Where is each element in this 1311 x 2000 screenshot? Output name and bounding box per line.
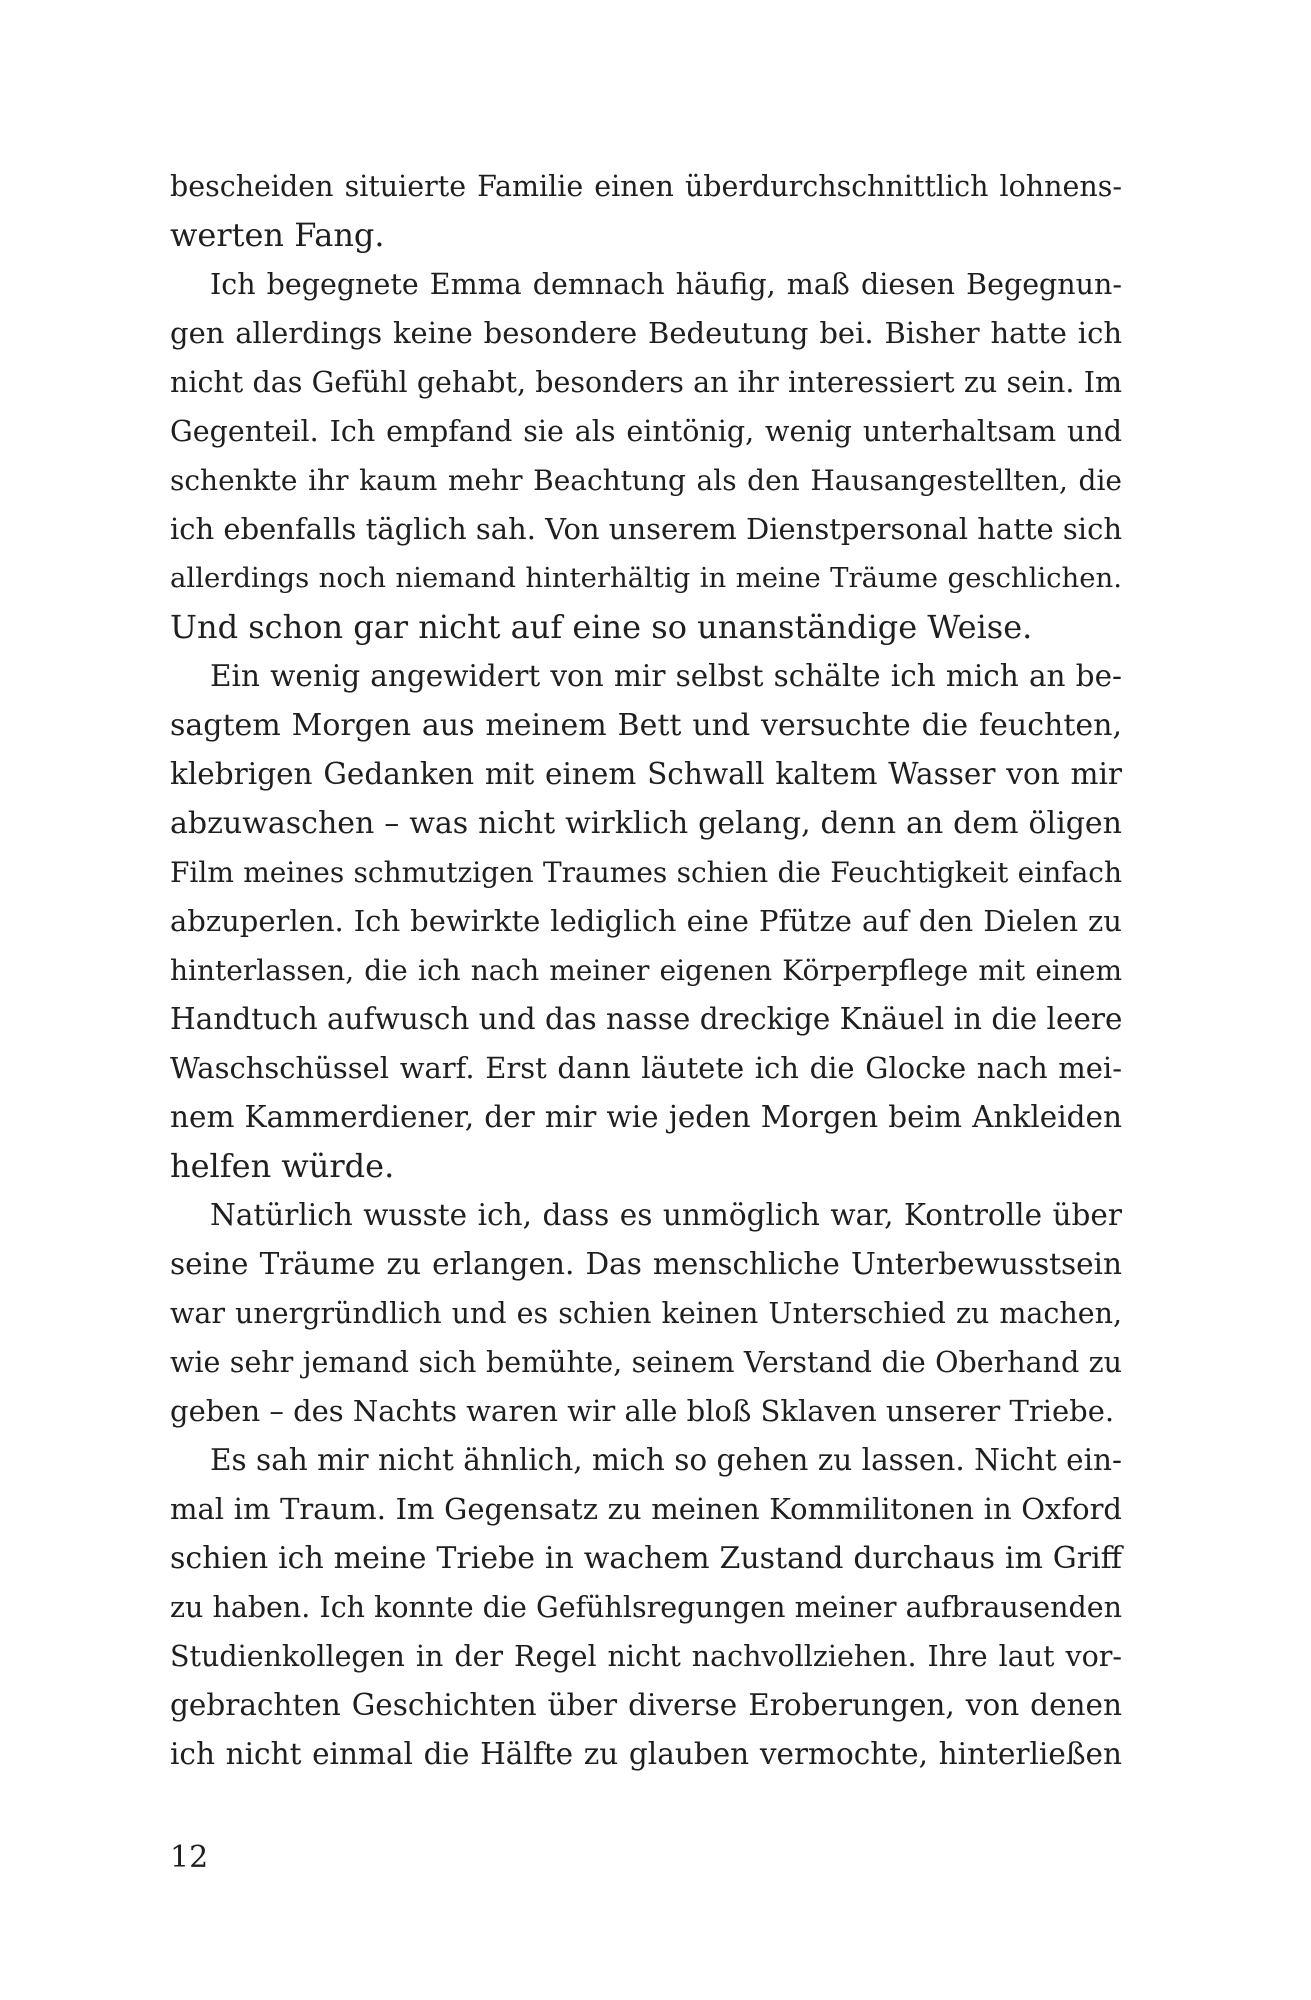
text-line: Handtuch aufwusch und das nasse dreckige Knäuel in die leere bbox=[170, 1002, 1123, 1036]
text-line: Studienkollegen in der Regel nicht nachvollziehen. Ihre laut vor- bbox=[170, 1640, 1122, 1673]
text-line: nicht das Gefühl gehabt, besonders an ihr interessiert zu sein. Im bbox=[170, 366, 1122, 399]
text-line: gebrachten Geschichten über diverse Eroberungen, von denen bbox=[170, 1688, 1122, 1722]
text-line: helfen würde. bbox=[170, 1147, 395, 1185]
body-text bbox=[170, 162, 1122, 1779]
text-line: Und schon gar nicht auf eine so unanständige Weise. bbox=[170, 608, 1033, 646]
text-line: wie sehr jemand sich bemühte, seinem Verstand die Oberhand zu bbox=[170, 1346, 1122, 1379]
text-line: abzuwaschen – was nicht wirklich gelang, denn an dem öligen bbox=[170, 806, 1122, 841]
text-line: abzuperlen. Ich bewirkte lediglich eine Pfütze auf den Dielen zu bbox=[170, 904, 1122, 938]
text-line: Natürlich wusste ich, dass es unmöglich war, Kontrolle über bbox=[210, 1198, 1122, 1232]
text-line: werten Fang. bbox=[170, 216, 385, 254]
text-line: hinterlassen, die ich nach meiner eigenen Körperpflege mit einem bbox=[170, 954, 1122, 987]
text-line: Es sah mir nicht ähnlich, mich so gehen zu lassen. Nicht ein- bbox=[210, 1443, 1123, 1477]
text-line: allerdings noch niemand hinterhältig in meine Träume geschlichen. bbox=[170, 562, 1122, 594]
text-line: geben – des Nachts waren wir alle bloß Sklaven unserer Triebe. bbox=[170, 1394, 1115, 1428]
text-line: Gegenteil. Ich empfand sie als eintönig, wenig unterhaltsam und bbox=[170, 415, 1122, 448]
text-line: gen allerdings keine besondere Bedeutung bei. Bisher hatte ich bbox=[170, 316, 1122, 350]
text-line: zu haben. Ich konnte die Gefühlsregungen meiner aufbrausenden bbox=[170, 1591, 1122, 1624]
page-number: 12 bbox=[170, 1840, 209, 1875]
text-line: klebrigen Gedanken mit einem Schwall kaltem Wasser von mir bbox=[170, 757, 1122, 791]
text-line: Ich begegnete Emma demnach häufig, maß diesen Begegnun- bbox=[210, 268, 1122, 301]
text-line: schien ich meine Triebe in wachem Zustand durchaus im Griff bbox=[170, 1541, 1122, 1576]
text-line: Ein wenig angewidert von mir selbst schälte ich mich an be- bbox=[210, 659, 1122, 693]
text-line: Waschschüssel warf. Erst dann läutete ich die Glocke nach mei- bbox=[170, 1051, 1122, 1085]
text-line: war unergründlich und es schien keinen Unterschied zu machen, bbox=[170, 1297, 1122, 1330]
text-line: ich nicht einmal die Hälfte zu glauben vermochte, hinterließen bbox=[170, 1737, 1122, 1771]
text-line: ich ebenfalls täglich sah. Von unserem Dienstpersonal hatte sich bbox=[170, 512, 1122, 546]
text-line: schenkte ihr kaum mehr Beachtung als den Hausangestellten, die bbox=[170, 464, 1122, 497]
text-line: seine Träume zu erlangen. Das menschliche Unterbewusstsein bbox=[170, 1247, 1122, 1281]
text-line: bescheiden situierte Familie einen überdurchschnittlich lohnens- bbox=[170, 170, 1122, 203]
text-line: sagtem Morgen aus meinem Bett und versuchte die feuchten, bbox=[170, 708, 1122, 743]
text-line: mal im Traum. Im Gegensatz zu meinen Kommilitonen in Oxford bbox=[170, 1492, 1122, 1526]
text-line: Film meines schmutzigen Traumes schien die Feuchtigkeit einfach bbox=[170, 856, 1122, 889]
text-line: nem Kammerdiener, der mir wie jeden Morgen beim Ankleiden bbox=[170, 1100, 1122, 1134]
